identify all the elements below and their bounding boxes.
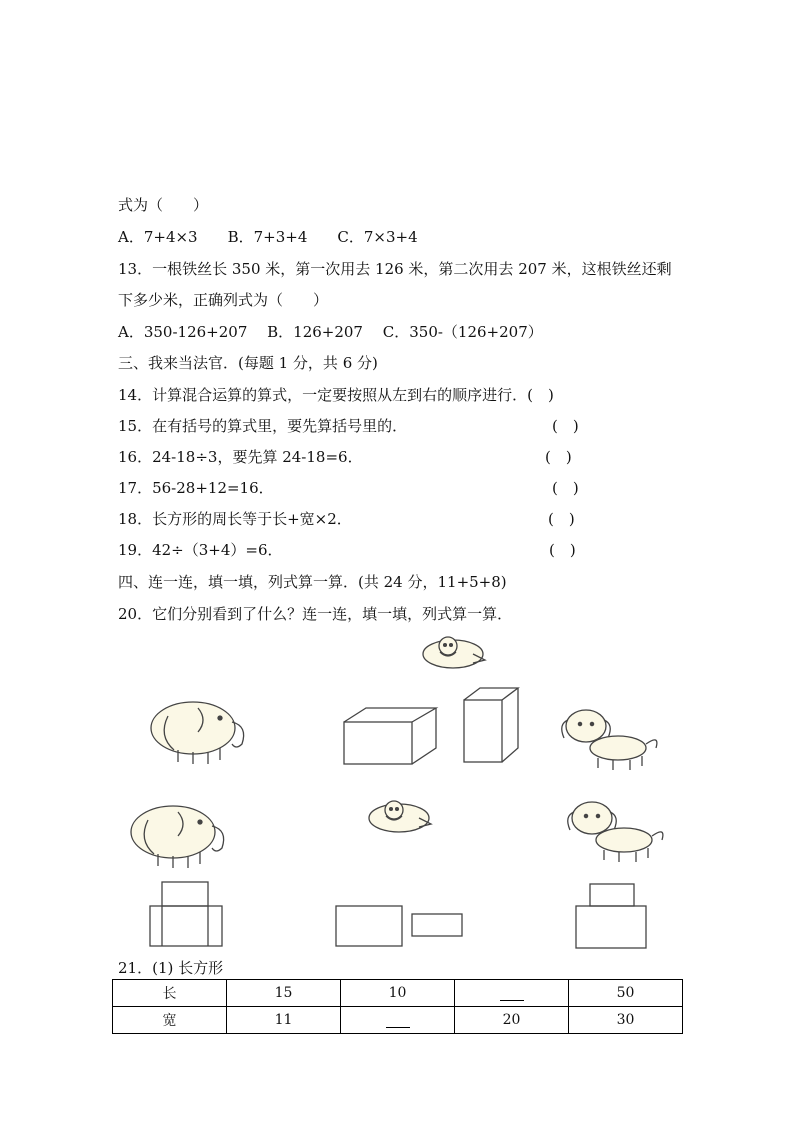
tall-box-icon bbox=[464, 688, 518, 762]
row-label-length: 长 bbox=[113, 980, 227, 1007]
rectangle-table bbox=[112, 979, 683, 1034]
answer-paren-15[interactable]: ( ) bbox=[552, 417, 579, 435]
views-figure bbox=[118, 628, 688, 958]
question-15: 15．在有括号的算式里，要先算括号里的． bbox=[118, 417, 408, 435]
answer-blank[interactable] bbox=[386, 1013, 410, 1028]
box-icon bbox=[344, 708, 436, 764]
question-18: 18．长方形的周长等于长+宽×2． bbox=[118, 510, 352, 528]
section-3-heading: 三、我来当法官．(每题 1 分，共 6 分) bbox=[118, 354, 378, 372]
duck-icon bbox=[369, 801, 431, 832]
question-13-options: A．350-126+207 B．126+207 C．350-（126+207） bbox=[118, 323, 543, 341]
blank-cell[interactable] bbox=[455, 980, 569, 1007]
dog-icon bbox=[562, 710, 657, 770]
table-row bbox=[113, 980, 683, 1007]
question-21-heading: 21．(1) 长方形 bbox=[118, 959, 224, 977]
row-label-width: 宽 bbox=[113, 1007, 227, 1034]
question-16: 16．24-18÷3，要先算 24-18=6． bbox=[118, 448, 363, 466]
question-12-options: A．7+4×3 B．7+3+4 C．7×3+4 bbox=[118, 228, 418, 246]
answer-paren-18[interactable]: ( ) bbox=[548, 510, 575, 528]
front-view-icon bbox=[150, 882, 222, 946]
table-cell: 20 bbox=[455, 1007, 569, 1034]
table-cell: 15 bbox=[227, 980, 341, 1007]
dog-icon bbox=[568, 802, 663, 862]
elephant-icon bbox=[131, 806, 224, 868]
blank-cell[interactable] bbox=[341, 1007, 455, 1034]
table-cell: 10 bbox=[341, 980, 455, 1007]
question-13-text-cont: 下多少米，正确列式为（ ） bbox=[118, 291, 329, 309]
answer-paren-17[interactable]: ( ) bbox=[552, 479, 579, 497]
top-view-icon bbox=[336, 906, 462, 946]
question-19: 19．42÷（3+4）=6． bbox=[118, 541, 283, 559]
question-12-tail: 式为（ ） bbox=[118, 196, 209, 214]
answer-blank[interactable] bbox=[500, 986, 524, 1001]
question-13-text: 13．一根铁丝长 350 米，第一次用去 126 米，第二次用去 207 米，这根铁丝还剩 bbox=[118, 260, 672, 278]
question-17: 17．56-28+12=16． bbox=[118, 479, 274, 497]
table-cell: 30 bbox=[569, 1007, 683, 1034]
question-14: 14．计算混合运算的算式，一定要按照从左到右的顺序进行．( ) bbox=[118, 386, 554, 404]
answer-paren-16[interactable]: ( ) bbox=[545, 448, 572, 466]
answer-paren-19[interactable]: ( ) bbox=[549, 541, 576, 559]
section-4-heading: 四、连一连，填一填，列式算一算．(共 24 分，11+5+8) bbox=[118, 573, 507, 591]
elephant-icon bbox=[151, 702, 244, 764]
table-row bbox=[113, 1007, 683, 1034]
question-20: 20．它们分别看到了什么？连一连，填一填，列式算一算． bbox=[118, 605, 513, 623]
table-cell: 11 bbox=[227, 1007, 341, 1034]
side-view-icon bbox=[576, 884, 646, 948]
duck-icon bbox=[423, 637, 485, 668]
table-cell: 50 bbox=[569, 980, 683, 1007]
